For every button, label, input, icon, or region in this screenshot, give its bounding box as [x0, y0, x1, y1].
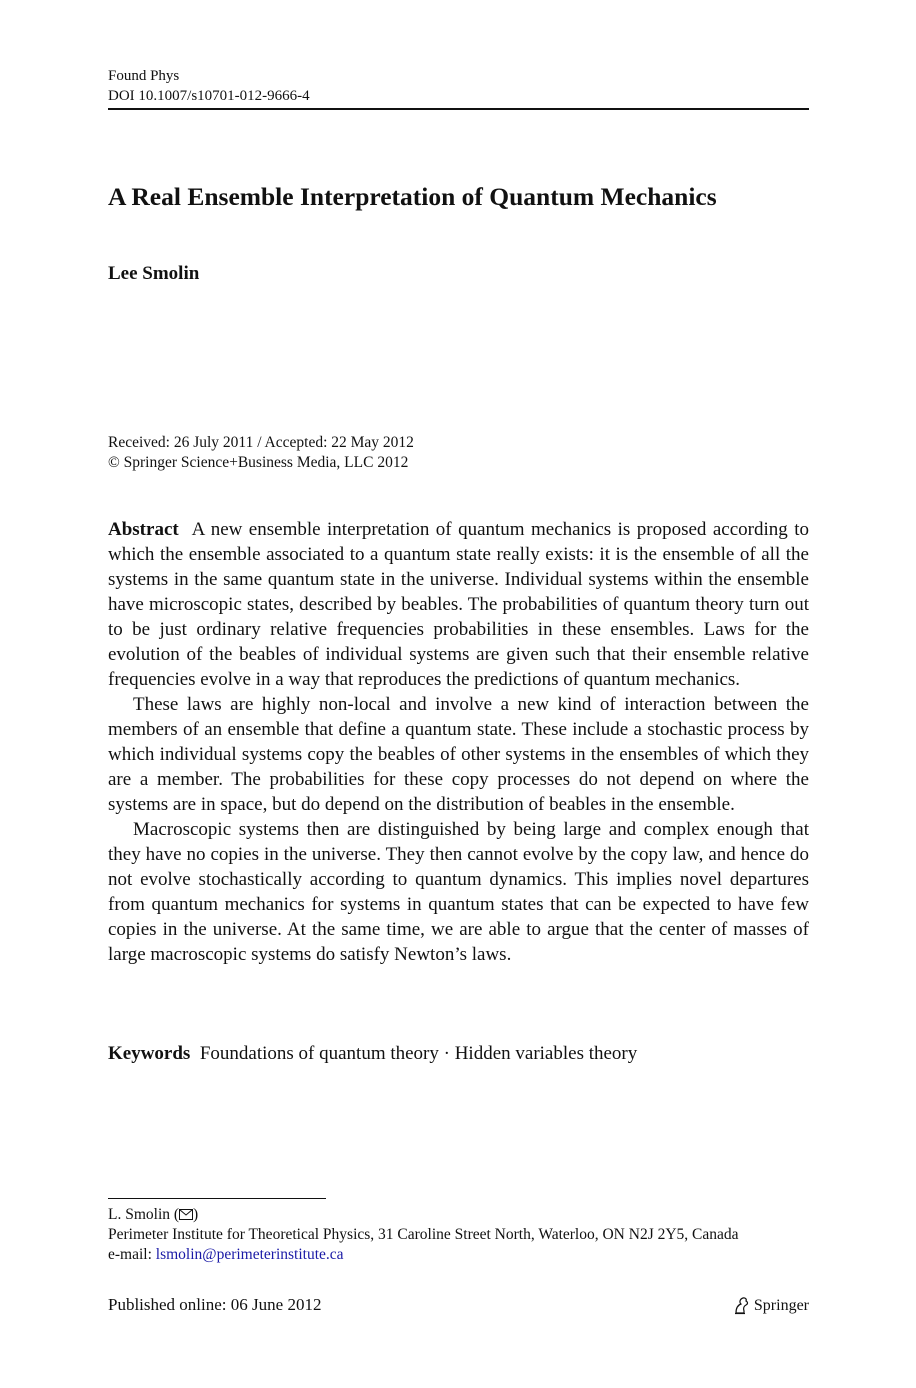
received-accepted: Received: 26 July 2011 / Accepted: 22 May 2012 — [108, 434, 414, 451]
journal-name: Found Phys — [108, 68, 180, 84]
abstract — [108, 517, 809, 967]
journal-header — [108, 66, 310, 106]
email-line — [108, 1245, 739, 1265]
affiliation: Perimeter Institute for Theoretical Physics, 31 Caroline Street North, Waterloo, ON N2J 2Y5, Canada — [108, 1226, 739, 1243]
doi: DOI 10.1007/s10701-012-9666-4 — [108, 88, 310, 104]
footnote-divider — [108, 1198, 326, 1199]
email-label: e-mail: — [108, 1246, 156, 1263]
abstract-paragraph-3: Macroscopic systems then are distinguished by being large and complex enough that they have no copies in the universe. They then cannot evolve by the copy law, and hence do not evolve stochastically according to quantum dynamics. This implies novel departures from quantum mechanics for systems in quantum states that can be expected to have few copies in the universe. At the same time, we are able to argue that the center of masses of large macroscopic systems do satisfy Newton’s laws. — [108, 819, 809, 965]
keywords-text: Foundations of quantum theory · Hidden variables theory — [199, 1043, 638, 1064]
springer-horse-icon — [733, 1296, 750, 1315]
header-divider — [108, 108, 809, 110]
publisher-name: Springer — [753, 1296, 809, 1314]
footnote-author-close: ) — [193, 1206, 199, 1223]
keywords-label: Keywords — [108, 1043, 191, 1064]
abstract-paragraph-1 — [108, 517, 809, 692]
springer-logo — [733, 1296, 809, 1315]
article-dates — [108, 433, 414, 473]
author-footnote — [108, 1205, 739, 1265]
footnote-author-line — [108, 1205, 739, 1225]
abstract-text-1: A new ensemble interpretation of quantum mechanics is proposed according to which the ensemble associated to a quantum state really exists: it is the ensemble of all the systems in the same quantum state in the universe. Individual systems within the ensemble have microscopic states, described by beables. The probabilities of quantum theory turn out to be just ordinary relative frequencies probabilities in these ensembles. Laws for the evolution of the beables of individual systems are given such that their ensemble relative frequencies evolve in a way that reproduces the predictions of quantum mechanics. — [108, 519, 809, 690]
envelope-icon — [179, 1209, 193, 1220]
abstract-paragraph-2: These laws are highly non-local and involve a new kind of interaction between the members of an ensemble that define a quantum state. These include a stochastic process by which individual systems copy the beables of other systems in the ensembles of which they are a member. The probabilities for these copy processes do not depend on where the systems are in space, but do depend on the distribution of beables in the ensemble. — [108, 694, 809, 815]
email-link[interactable]: lsmolin@perimeterinstitute.ca — [155, 1246, 344, 1263]
paper-title: A Real Ensemble Interpretation of Quantum Mechanics — [108, 182, 717, 211]
copyright: © Springer Science+Business Media, LLC 2012 — [108, 454, 409, 471]
author-name: Lee Smolin — [108, 263, 200, 284]
keywords — [108, 1041, 637, 1066]
paper-page — [108, 0, 809, 1388]
footnote-author: L. Smolin ( — [108, 1206, 180, 1223]
published-date: Published online: 06 June 2012 — [108, 1295, 322, 1314]
abstract-label: Abstract — [108, 519, 179, 540]
